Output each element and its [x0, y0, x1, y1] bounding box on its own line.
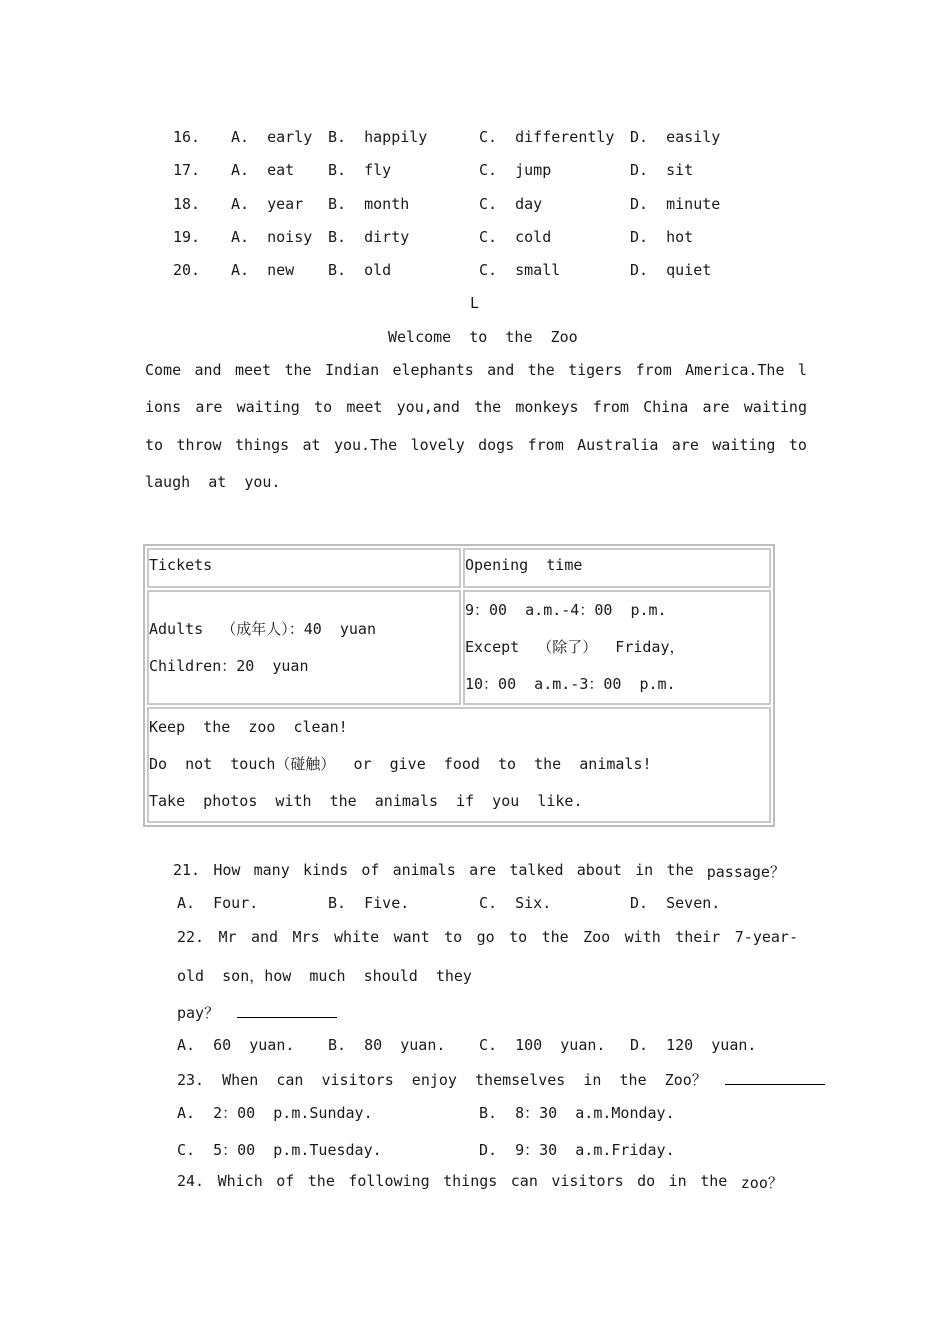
word: of	[361, 861, 380, 879]
word: at	[302, 436, 321, 454]
word: following	[348, 1172, 430, 1190]
passage-line	[145, 436, 807, 454]
word: are	[195, 398, 223, 416]
option-b: B. Five.	[328, 894, 410, 912]
word: and	[251, 928, 279, 946]
word: Which	[217, 1172, 263, 1190]
word: 24.	[177, 1172, 205, 1190]
opening-exception: Except （除了） Friday，	[465, 638, 685, 656]
ticket-price-adults: Adults （成年人）：40 yuan	[149, 619, 376, 638]
word: the	[284, 361, 312, 379]
word: dogs	[478, 436, 515, 454]
word: l	[797, 361, 807, 379]
zoo-notice-table	[143, 544, 775, 827]
word: America.The	[685, 361, 785, 379]
stem-text: pay？	[177, 1004, 220, 1022]
option-c: C. 100 yuan.	[479, 1036, 606, 1054]
stem-text: 23. When can visitors enjoy themselves in the Zoo？	[177, 1071, 707, 1089]
word: monkeys	[515, 398, 579, 416]
word: the	[541, 928, 569, 946]
word: zoo？	[740, 1174, 783, 1192]
word: the	[700, 1172, 728, 1190]
question-number: 19.	[173, 228, 201, 246]
rule: Do not touch（碰触） or give food to the animals!	[149, 755, 652, 773]
times-cell	[463, 590, 771, 705]
option-b: B. dirty	[328, 228, 410, 246]
word: their	[675, 928, 721, 946]
word: to	[314, 398, 333, 416]
option-b: B. happily	[328, 128, 428, 146]
passage-line	[145, 398, 807, 416]
word: of	[276, 1172, 295, 1190]
option-c: C. cold	[479, 228, 552, 246]
word: go	[476, 928, 495, 946]
word: animals	[392, 861, 456, 879]
option-b: B. 80 yuan.	[328, 1036, 446, 1054]
word: white	[334, 928, 380, 946]
passage-title: Welcome to the Zoo	[388, 328, 578, 346]
option-c: C. 5：00 p.m.Tuesday.	[177, 1141, 382, 1159]
word: the	[666, 861, 694, 879]
passage-line: laugh at you.	[145, 473, 281, 491]
ticket-price-children: Children：20 yuan	[149, 656, 309, 675]
word: you.The	[333, 436, 398, 454]
option-c: C. Six.	[479, 894, 552, 912]
word: 22.	[177, 928, 205, 946]
option-a: A. new	[231, 261, 295, 279]
option-d: D. 120 yuan.	[630, 1036, 757, 1054]
question-stem	[177, 1172, 783, 1193]
question-number: 16.	[173, 128, 201, 146]
word: Mrs	[292, 928, 320, 946]
time-header: Opening time	[465, 556, 583, 574]
tickets-header: Tickets	[149, 556, 213, 574]
option-d: D. easily	[630, 128, 721, 146]
word: China	[643, 398, 689, 416]
word: Indian	[324, 361, 380, 379]
word: passage？	[706, 863, 785, 881]
word: you,and	[396, 398, 460, 416]
option-b: B. fly	[328, 161, 392, 179]
option-c: C. jump	[479, 161, 552, 179]
word: many	[253, 861, 290, 879]
word: can	[510, 1172, 538, 1190]
word: meet	[234, 361, 272, 379]
word: visitors	[551, 1172, 624, 1190]
word: with	[624, 928, 661, 946]
passage-line	[145, 361, 807, 379]
option-a: A. early	[231, 128, 313, 146]
word: things	[234, 436, 290, 454]
question-stem	[173, 861, 785, 882]
option-b: B. old	[328, 261, 392, 279]
word: tigers	[568, 361, 623, 379]
word: Australia	[577, 436, 659, 454]
word: about	[576, 861, 622, 879]
question-stem	[177, 928, 798, 946]
word: 7-year-	[734, 928, 798, 946]
option-a: A. 60 yuan.	[177, 1036, 295, 1054]
option-c: C. small	[479, 261, 561, 279]
word: to	[509, 928, 528, 946]
question-number: 20.	[173, 261, 201, 279]
word: Mr	[218, 928, 237, 946]
time-header-cell	[463, 548, 771, 588]
word: in	[668, 1172, 687, 1190]
option-b: B. month	[328, 195, 410, 213]
word: from	[527, 436, 564, 454]
word: to	[145, 436, 164, 454]
tickets-cell	[147, 590, 461, 705]
question-stem	[177, 1069, 825, 1090]
word: Zoo	[583, 928, 611, 946]
word: are	[469, 861, 497, 879]
word: the	[527, 361, 555, 379]
word: and	[194, 361, 222, 379]
word: are	[702, 398, 730, 416]
question-number: 17.	[173, 161, 201, 179]
word: and	[487, 361, 515, 379]
word: the	[307, 1172, 335, 1190]
word: want	[393, 928, 430, 946]
option-b: B. 8：30 a.m.Monday.	[479, 1104, 675, 1122]
word: Come	[145, 361, 182, 379]
word: from	[592, 398, 629, 416]
word: throw	[176, 436, 222, 454]
option-a: A. Four.	[177, 894, 259, 912]
rule: Take photos with the animals if you like.	[149, 792, 583, 810]
word: things	[443, 1172, 498, 1190]
word: in	[635, 861, 654, 879]
option-d: D. sit	[630, 161, 694, 179]
word: to	[788, 436, 807, 454]
word: lovely	[410, 436, 465, 454]
option-a: A. eat	[231, 161, 295, 179]
tickets-header-cell	[147, 548, 461, 588]
option-a: A. noisy	[231, 228, 313, 246]
word: How	[213, 861, 241, 879]
word: waiting	[712, 436, 776, 454]
option-d: D. quiet	[630, 261, 712, 279]
question-stem-line	[177, 1002, 337, 1023]
word: meet	[346, 398, 383, 416]
rules-cell	[147, 707, 771, 823]
word: waiting	[236, 398, 300, 416]
question-stem-line: old son，how much should they	[177, 967, 472, 985]
word: are	[671, 436, 699, 454]
word: ions	[145, 398, 182, 416]
word: elephants	[392, 361, 474, 379]
question-number: 18.	[173, 195, 201, 213]
word: kinds	[302, 861, 349, 879]
option-c: C. day	[479, 195, 543, 213]
word: talked	[509, 861, 564, 879]
word: the	[474, 398, 502, 416]
word: 21.	[173, 861, 201, 879]
word: from	[635, 361, 672, 379]
option-a: A. year	[231, 195, 304, 213]
option-c: C. differently	[479, 128, 615, 146]
option-a: A. 2：00 p.m.Sunday.	[177, 1104, 373, 1122]
answer-blank	[237, 1003, 337, 1018]
option-d: D. hot	[630, 228, 694, 246]
option-d: D. 9：30 a.m.Friday.	[479, 1141, 675, 1159]
opening-time: 9：00 a.m.-4：00 p.m.	[465, 601, 667, 619]
word: waiting	[743, 398, 807, 416]
friday-time: 10：00 a.m.-3：00 p.m.	[465, 675, 676, 693]
word: to	[444, 928, 463, 946]
word: do	[637, 1172, 656, 1190]
answer-blank	[725, 1070, 825, 1085]
option-d: D. Seven.	[630, 894, 721, 912]
option-d: D. minute	[630, 195, 721, 213]
section-letter: L	[470, 294, 480, 312]
rule: Keep the zoo clean!	[149, 718, 348, 736]
